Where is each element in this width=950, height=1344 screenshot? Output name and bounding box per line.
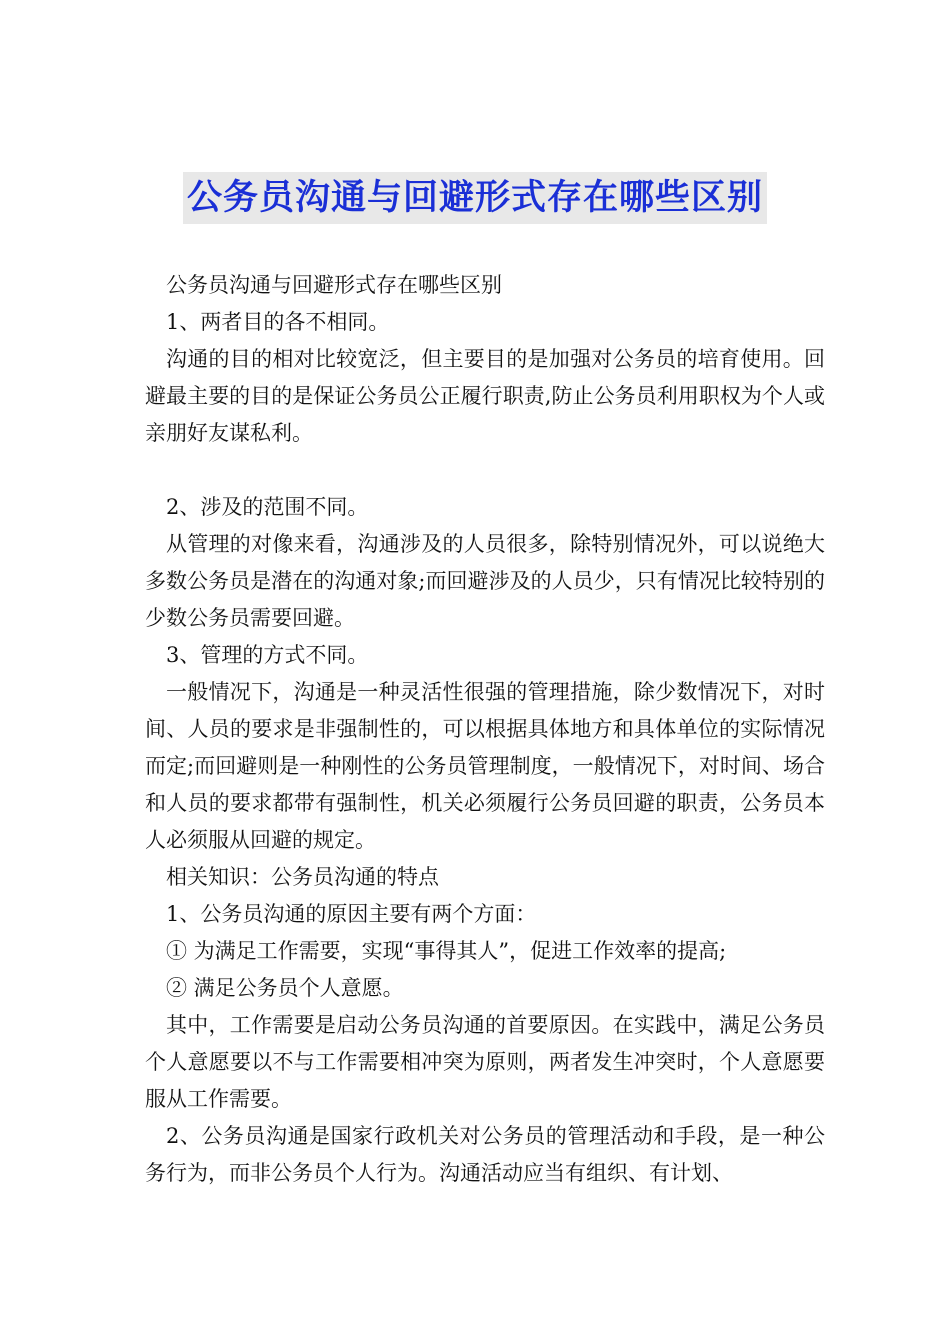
title-container xyxy=(0,172,950,224)
paragraph-text: 沟通的目的相对比较宽泛，但主要目的是加强对公务员的培育使用。回避最主要的目的是保证公务员公正履行职责,防止公务员利用职权为个人或亲朋好友谋私利。 xyxy=(145,347,825,445)
paragraph-item-2: ② 满足公务员个人意愿。 xyxy=(166,976,404,1000)
paragraph-related-knowledge: 相关知识：公务员沟通的特点 xyxy=(166,865,439,889)
paragraph-item-1: ① 为满足工作需要，实现“事得其人”，促进工作效率的提高; xyxy=(166,939,727,963)
document-body xyxy=(145,267,825,1192)
paragraph-subtitle: 公务员沟通与回避形式存在哪些区别 xyxy=(166,273,502,297)
paragraph-text: 其中，工作需要是启动公务员沟通的首要原因。在实践中，满足公务员个人意愿要以不与工作需要相冲突为原则，两者发生冲突时，个人意愿要服从工作需要。 xyxy=(145,1013,825,1111)
paragraph-heading-3: 3、管理的方式不同。 xyxy=(166,643,369,667)
paragraph-point-1: 1、公务员沟通的原因主要有两个方面： xyxy=(166,902,537,926)
paragraph-point-2: 2、公务员沟通是国家行政机关对公务员的管理活动和手段，是一种公务行为，而非公务员个人行为。沟通活动应当有组织、有计划、 xyxy=(145,1124,825,1185)
paragraph-heading-1: 1、两者目的各不相同。 xyxy=(166,310,390,334)
paragraph-text: 从管理的对像来看，沟通涉及的人员很多，除特别情况外，可以说绝大多数公务员是潜在的沟通对象;而回避涉及的人员少，只有情况比较特别的少数公务员需要回避。 xyxy=(145,532,825,630)
blank-line xyxy=(145,452,825,489)
document-title: 公务员沟通与回避形式存在哪些区别 xyxy=(183,172,767,224)
paragraph-heading-2: 2、涉及的范围不同。 xyxy=(166,495,369,519)
paragraph-text: 一般情况下，沟通是一种灵活性很强的管理措施，除少数情况下，对时间、人员的要求是非强制性的，可以根据具体地方和具体单位的实际情况而定;而回避则是一种刚性的公务员管理制度，一般情况下，对时间、场合和人员的要求都带有强制性，机关必须履行公务员回避的职责，公务员本人必须服从回避的规定。 xyxy=(145,680,825,852)
